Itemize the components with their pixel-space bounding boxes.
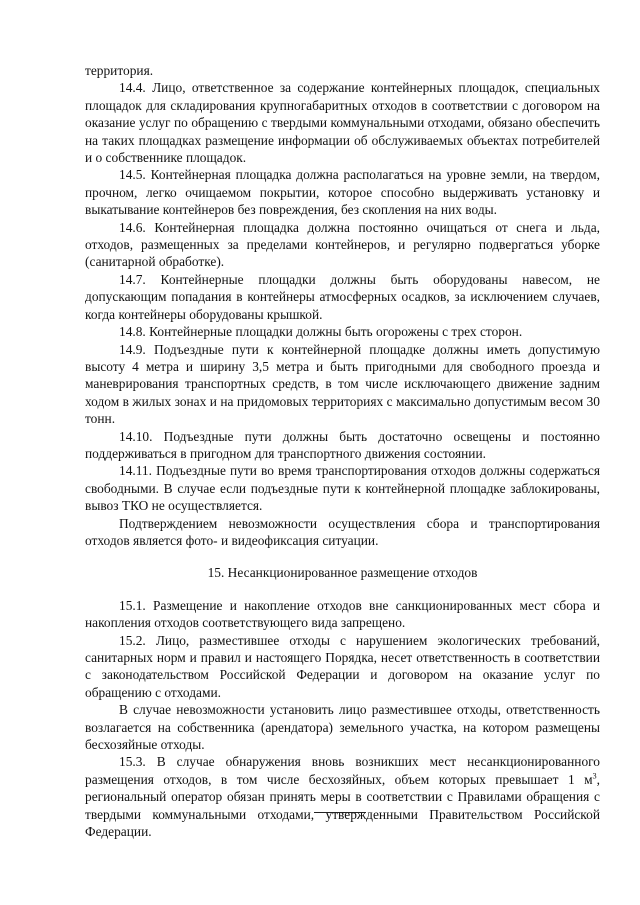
paragraph-14-7: 14.7. Контейнерные площадки должны быть оборудованы навесом, не допускающим попадания в контейнеры атмосферных осадков, за исключением случаев, когда контейнеры оборудованы крышкой. [85,271,600,322]
paragraph-15-3-text: 15.3. В случае обнаружения вновь возникших мест несанкционированного размещения отходов, в том числе бесхозяйных, объем которых превышает 1 м [85,754,600,787]
paragraph-14-10: 14.10. Подъездные пути должны быть достаточно освещены и постоянно поддерживаться в пригодном для транспортного движения состоянии. [85,428,600,461]
paragraph-territory: территория. [85,63,154,78]
section-heading-15: 15. Несанкционированное размещение отходов [207,565,478,581]
paragraph-confirmation: Подтверждением невозможности осуществления сбора и транспортирования отходов является фото- и видеофиксация ситуации. [85,515,600,548]
paragraph-14-5: 14.5. Контейнерная площадка должна располагаться на уровне земли, на твердом, прочном, легко очищаемом покрытии, которое способно выдерживать установку и выкатывание контейнеров без повреждения, без скопления на них воды. [85,167,600,218]
paragraph-14-4: 14.4. Лицо, ответственное за содержание контейнерных площадок, специальных площадок для складирования крупногабаритных отходов в соответствии с договором на оказание услуг по обращению с твердыми коммунальными отходами, обязано обеспечить на таких площадках размещение информации об обслуживаемых объектах потребителей и о собственнике площадок. [85,80,600,166]
paragraph-14-8: 14.8. Контейнерные площадки должны быть огорожены с трех сторон. [119,324,523,340]
paragraph-14-6: 14.6. Контейнерная площадка должна постоянно очищаться от снега и льда, отходов, размещенных за пределами контейнеров, и регулярно подвергаться уборке (санитарной обработке). [85,219,600,270]
paragraph-15-2-responsibility: В случае невозможности установить лицо разместившее отходы, ответственность возлагается на собственника (арендатора) земельного участка, на котором размещены бесхозяйные отходы. [85,702,600,753]
paragraph-14-9: 14.9. Подъездные пути к контейнерной площадке должны иметь допустимую высоту 4 метра и ширину 3,5 метра и быть пригодными для свободного проезда и маневрирования транспортных средств, в том числе исключающего движение задним ходом в жилых зонах и на придомовых территориях с максимально допустимым весом 30 тонн. [85,341,600,427]
end-divider-line [314,812,366,813]
document-body [85,62,600,840]
paragraph-14-11: 14.11. Подъездные пути во время транспортирования отходов должны содержаться свободными. В случае если подъездные пути к контейнерной площадке заблокированы, вывоз ТКО не осуществляется. [85,463,600,514]
paragraph-15-3-text-end: , региональный оператор обязан принять меры в соответствии с Правилами обращения с твердыми коммунальными отходами, утвержденными Правительством Российской Федерации. [85,771,600,840]
paragraph-15-2: 15.2. Лицо, разместившее отходы с нарушением экологических требований, санитарных норм и правил и настоящего Порядка, несет ответственность в соответствии с законодательством Российской Федерации и договором на оказание услуг по обращению с отходами. [85,632,600,700]
paragraph-15-1: 15.1. Размещение и накопление отходов вне санкционированных мест сбора и накопления отходов соответствующего вида запрещено. [85,597,600,631]
paragraph-15-3 [85,753,600,840]
cubic-superscript: 3 [592,771,597,781]
